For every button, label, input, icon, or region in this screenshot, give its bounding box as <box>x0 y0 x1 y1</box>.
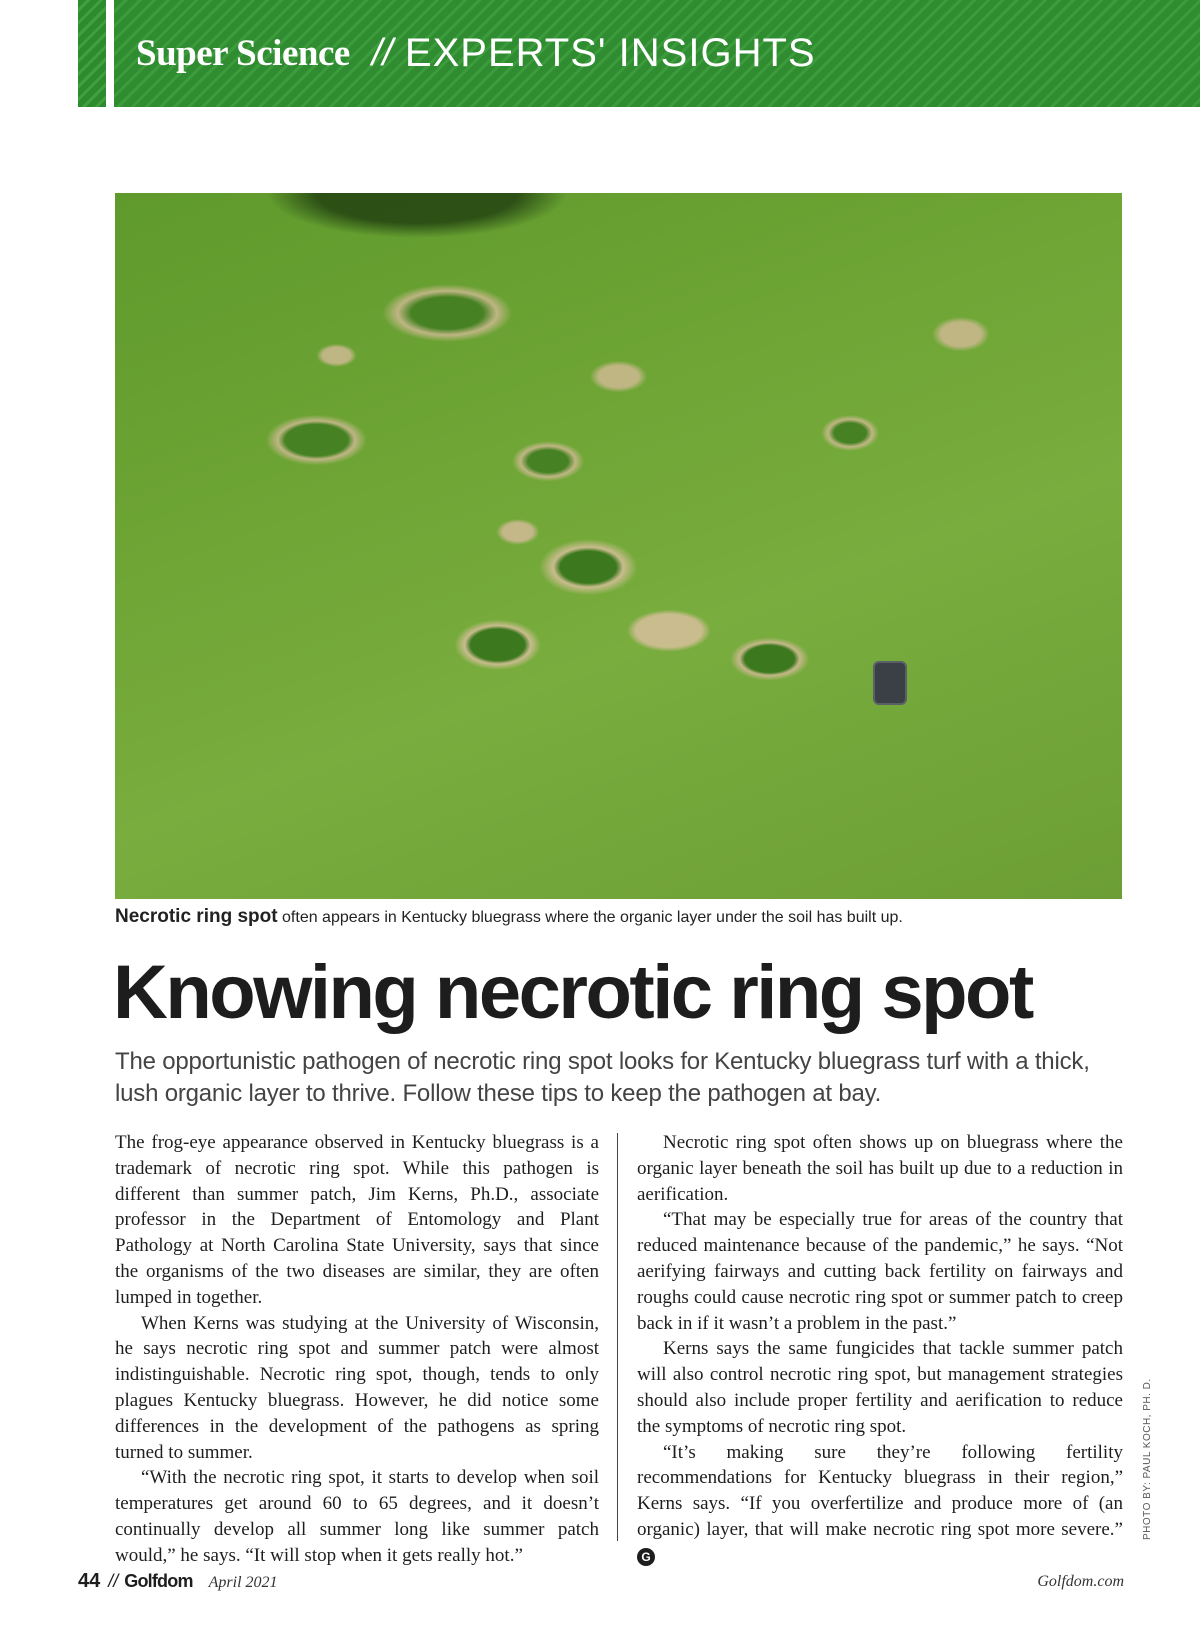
column-divider <box>617 1133 618 1541</box>
paragraph: “That may be especially true for areas of the country that reduced maintenance because of the pandemic,” he says. “Not aerifying fairways and cutting back fertility on fairways and roughs could cause necrotic ring spot or summer patch to creep back in if it wasn’t a problem in the past.” <box>637 1209 1123 1334</box>
footer-folio <box>78 1570 278 1593</box>
paragraph: When Kerns was studying at the University of Wisconsin, he says necrotic ring spot and summer patch were almost indistinguishable. Necrotic ring spot, though, tends to only plagues Kentucky bluegrass. However, he did notice some differences in the development of the pathogens as spring turned to summer. <box>115 1312 599 1463</box>
paragraph: Kerns says the same fungicides that tackle summer patch will also control necrotic ring spot, but management strategies should also include proper fertility and aerification to reduce the symptoms of necrotic ring spot. <box>637 1338 1123 1437</box>
article-column-right <box>637 1130 1123 1569</box>
magazine-name: Golfdom <box>124 1571 193 1591</box>
issue-date: April 2021 <box>208 1574 278 1591</box>
turf-photo <box>115 193 1122 899</box>
paragraph-last <box>637 1440 1123 1569</box>
subsection-title: EXPERTS' INSIGHTS <box>404 31 816 75</box>
section-title: Super Science <box>136 33 350 74</box>
article-column-left <box>115 1130 599 1569</box>
website-url: Golfdom.com <box>1037 1573 1124 1590</box>
paragraph: “With the necrotic ring spot, it starts to develop when soil temperatures get around 60 to 65 degrees, and it doesn’t continually develop all summer long like summer patch would,” he says. “It will stop when it gets really hot.” <box>115 1467 599 1566</box>
paragraph: Necrotic ring spot often shows up on bluegrass where the organic layer beneath the soil has built up due to a reduction in aerification. <box>637 1132 1123 1205</box>
footer-separator: // <box>108 1571 119 1591</box>
section-banner <box>114 0 1200 107</box>
page-number: 44 <box>78 1570 101 1592</box>
camera-object <box>873 661 907 705</box>
header-accent-stripe <box>78 0 106 107</box>
caption-lead: Necrotic ring spot <box>115 906 278 927</box>
photo-credit: PHOTO BY: PAUL KOCH, PH. D. <box>1142 1378 1153 1540</box>
article-headline: Knowing necrotic ring spot <box>113 950 1032 1035</box>
section-separator: // <box>371 32 393 74</box>
end-mark-icon: G <box>637 1548 655 1566</box>
paragraph: The frog-eye appearance observed in Kentucky bluegrass is a trademark of necrotic ring spot. While this pathogen is different than summer patch, Jim Kerns, Ph.D., associate professor in the Department of Entomology and Plant Pathology at North Carolina State University, says that since the organisms of the two diseases are similar, they are often lumped in together. <box>115 1132 599 1308</box>
caption-text: often appears in Kentucky bluegrass where the organic layer under the soil has built up. <box>277 909 903 926</box>
paragraph-text: “It’s making sure they’re following fertility recommendations for Kentucky bluegrass in their region,” Kerns says. “If you overfertilize and produce more of (an organic) layer, that will make necrotic ring spot more severe.” <box>637 1441 1123 1540</box>
article-dek: The opportunistic pathogen of necrotic ring spot looks for Kentucky bluegrass turf with a thick, lush organic layer to thrive. Follow these tips to keep the pathogen at bay. <box>115 1048 1090 1107</box>
photo-caption <box>115 906 1115 928</box>
